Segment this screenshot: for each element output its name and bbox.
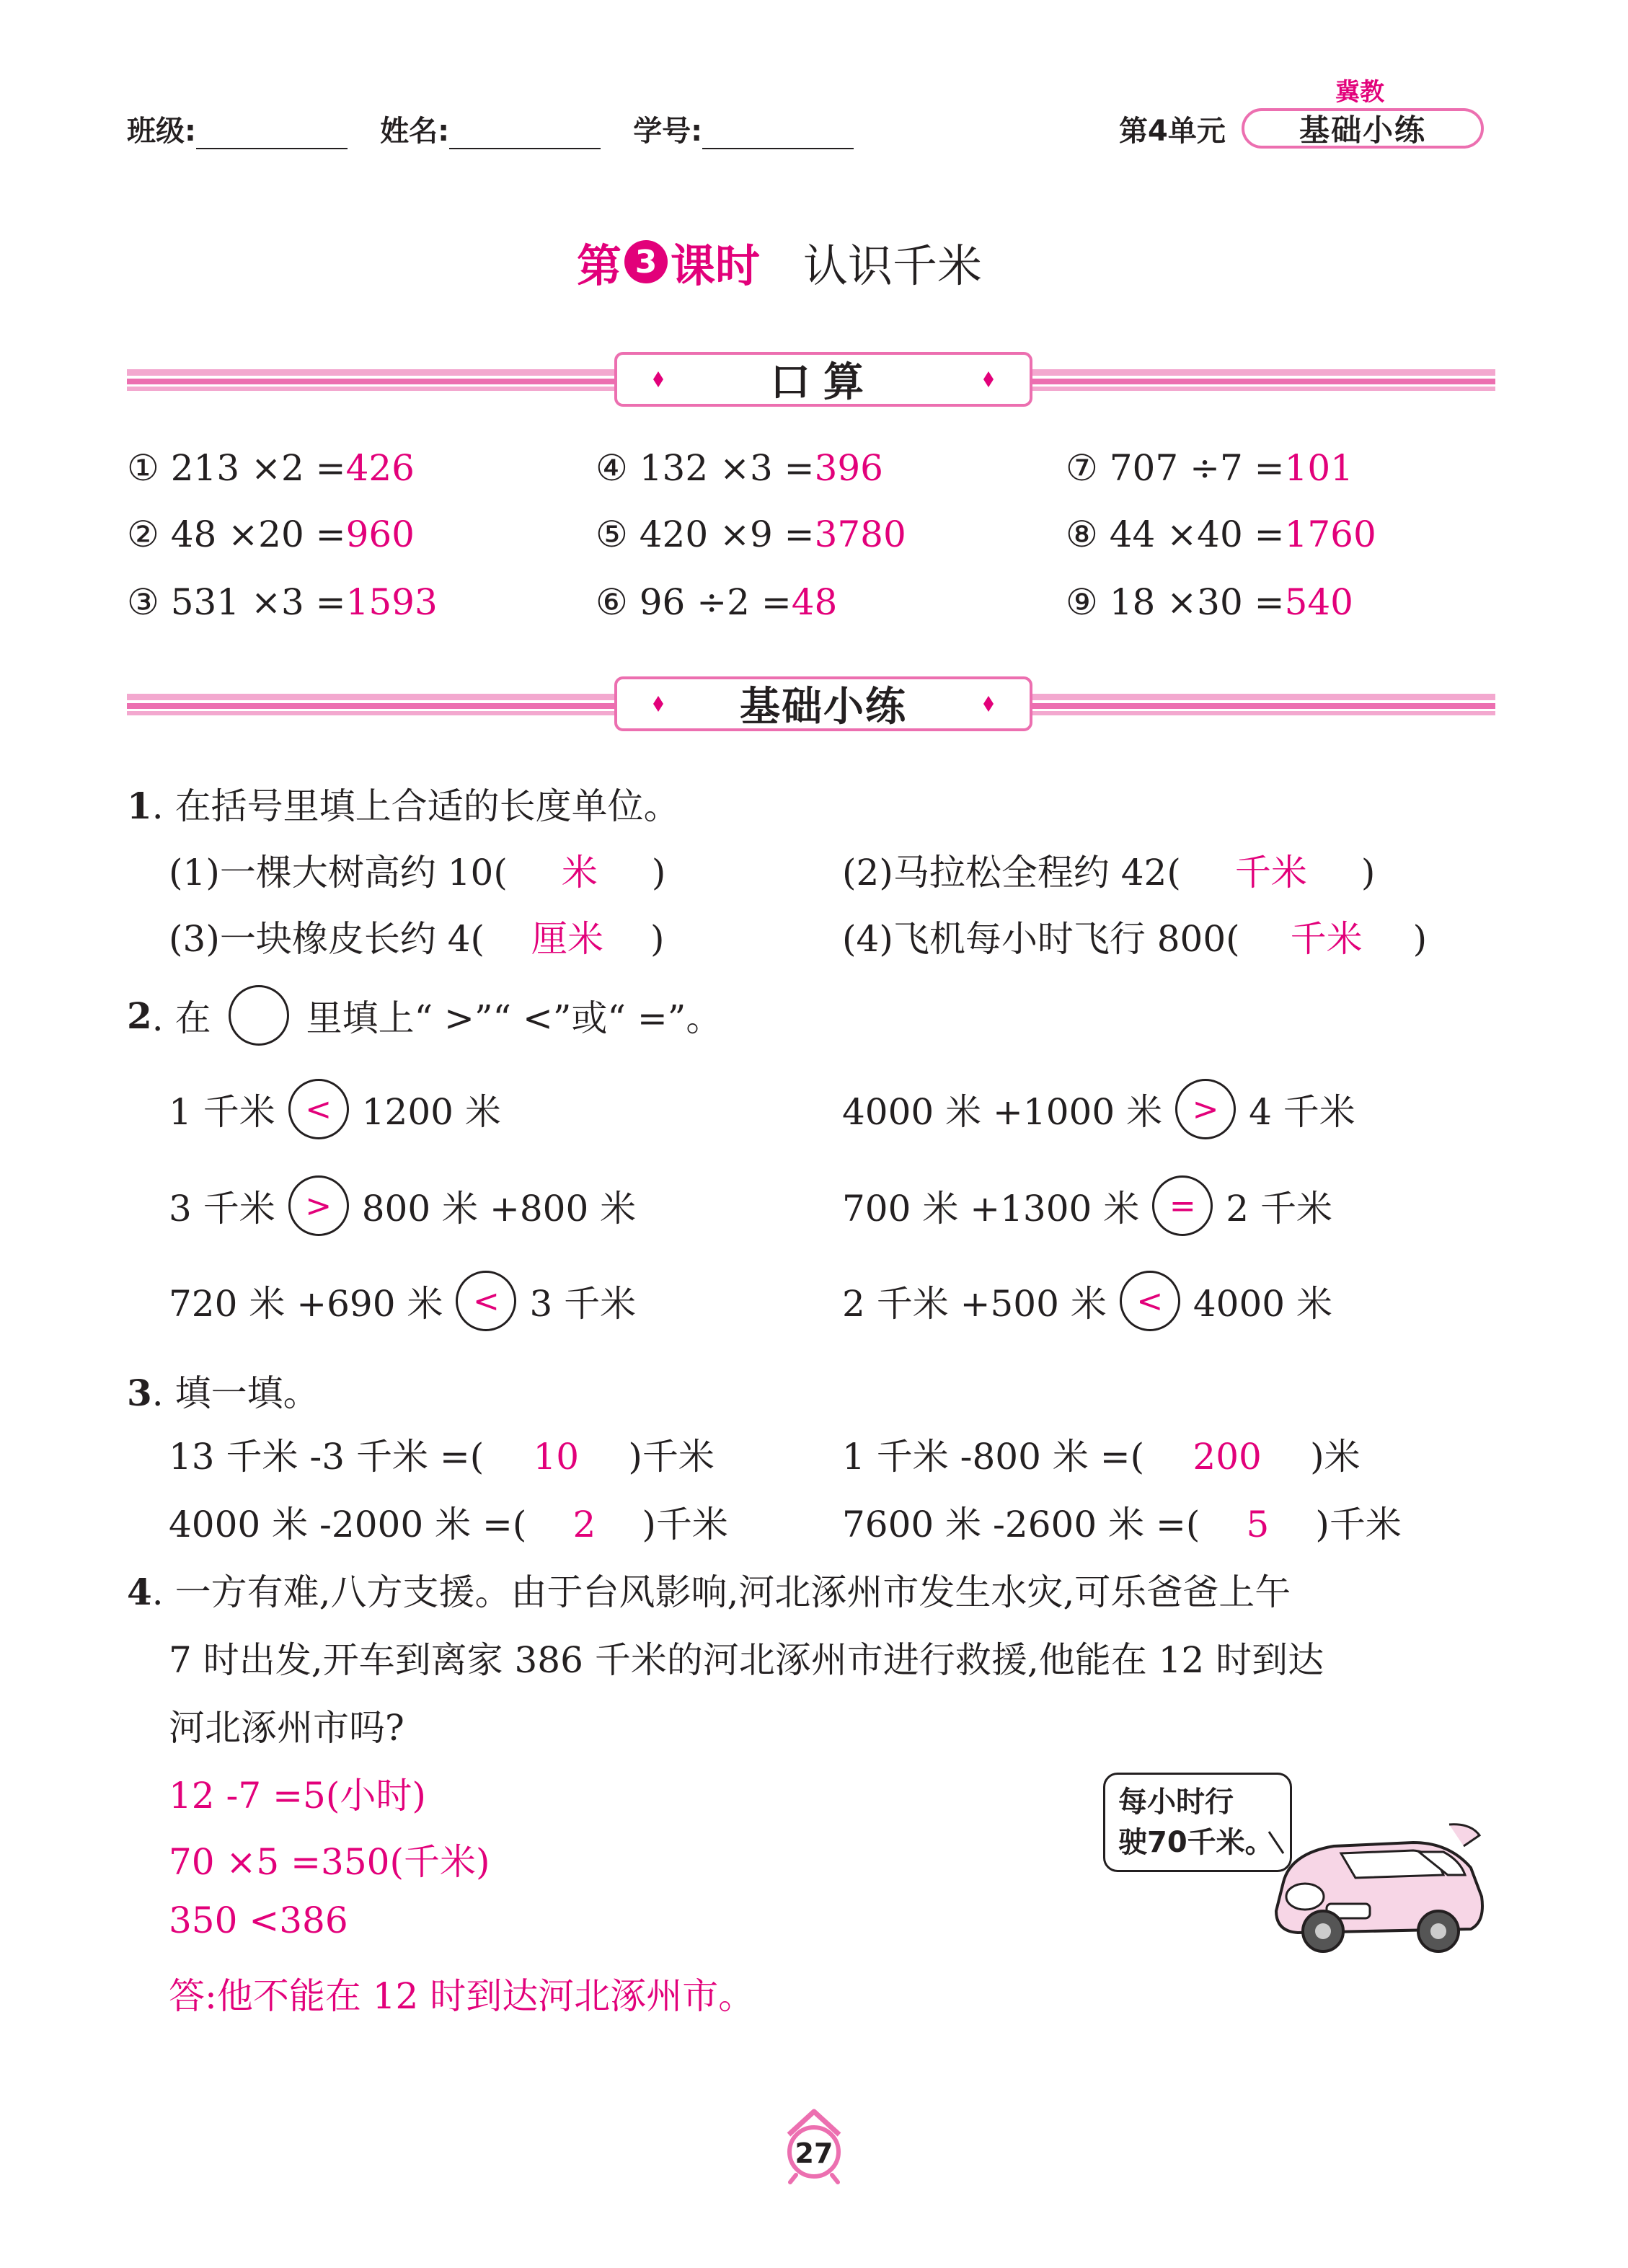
practice-header: [614, 676, 1032, 731]
q1-stem: 1. 在括号里填上合适的长度单位。: [127, 785, 680, 827]
name-label: 姓名:: [380, 115, 450, 148]
brand-badge: [1242, 72, 1494, 157]
solution-answer: 答:他不能在 12 时到达河北涿州市。: [169, 1975, 755, 2017]
q4-line: 4. 一方有难,八方支援。由于台风影响,河北涿州市发生水灾,可乐爸爸上午: [127, 1571, 1291, 1613]
unit-label: 第4单元: [1119, 115, 1226, 148]
compare-item: 4000 米 +1000 米 > 4 千米: [842, 1079, 1355, 1139]
q1-number: 1: [127, 785, 152, 827]
answer-circle: =: [1152, 1175, 1213, 1236]
q1-answer: 厘米: [531, 918, 604, 960]
diamond-icon: [653, 371, 663, 387]
solution-line: 70 ×5 =350(千米): [169, 1841, 490, 1883]
oral-item: ⑦ 707 ÷7 =101: [1066, 447, 1353, 489]
oral-item: ② 48 ×20 =960: [127, 513, 415, 555]
diamond-icon: [653, 696, 663, 712]
oral-item: ⑤ 420 ×9 =3780: [596, 513, 906, 555]
car-illustration: [1255, 1803, 1500, 1962]
answer-circle: >: [288, 1175, 349, 1236]
class-label: 班级:: [127, 115, 196, 148]
compare-item: 700 米 +1300 米 = 2 千米: [842, 1175, 1332, 1236]
lesson-name: 认识千米: [803, 239, 983, 292]
q1-answer: 千米: [1234, 852, 1307, 893]
q4-number: 4: [127, 1571, 152, 1613]
diamond-icon: [983, 371, 994, 387]
bubble-line: 每小时行: [1118, 1786, 1234, 1819]
practice-title: 基础小练: [740, 684, 907, 731]
q3-item: 4000 米 -2000 米 =( 2 )千米: [169, 1504, 728, 1545]
oral-title: 口算: [770, 359, 877, 406]
oral-item: ⑧ 44 ×40 =1760: [1066, 513, 1376, 555]
oral-item: ⑨ 18 ×30 =540: [1066, 581, 1353, 623]
page-number-badge: [774, 2106, 854, 2185]
q1-item: (3)一块橡皮长约 4( 厘米 ): [169, 910, 665, 962]
q2-stem: 2 . 在 里填上“ >”“ <”或“ =”。: [127, 985, 722, 1046]
q1-answer: 米: [561, 852, 598, 893]
page-number: 27: [795, 2137, 833, 2169]
answer-circle: <: [288, 1079, 349, 1139]
q1-answer: 千米: [1290, 918, 1363, 960]
q3-answer: 10: [533, 1436, 580, 1478]
compare-item: 720 米 +690 米 < 3 千米: [169, 1271, 636, 1331]
bubble-line: 驶70千米。: [1118, 1826, 1274, 1859]
empty-circle-icon: [229, 985, 289, 1046]
q3-answer: 200: [1193, 1436, 1262, 1478]
solution-line: 12 -7 =5(小时): [169, 1775, 426, 1817]
q4-line: 7 时出发,开车到离家 386 千米的河北涿州市进行救援,他能在 12 时到达: [169, 1639, 1324, 1681]
brand-top: 冀教: [1335, 78, 1384, 107]
oral-item: ④ 132 ×3 =396: [596, 447, 883, 489]
answer-circle: <: [1120, 1271, 1180, 1331]
lesson-title: [577, 229, 982, 294]
lesson-prefix: 第: [577, 239, 622, 292]
q3-item: 1 千米 -800 米 =( 200 )米: [842, 1436, 1361, 1478]
q3-number: 3: [127, 1372, 152, 1414]
answer-circle: >: [1175, 1079, 1236, 1139]
lesson-suffix: 课时: [671, 239, 761, 292]
solution-line: 350 <386: [169, 1899, 348, 1941]
compare-item: 3 千米 > 800 米 +800 米: [169, 1175, 636, 1236]
brand-pill: [1242, 108, 1484, 149]
q1-item: (2)马拉松全程约 42( 千米 ): [842, 844, 1375, 896]
class-field[interactable]: [196, 119, 348, 149]
q1-item: (4)飞机每小时飞行 800( 千米 ): [842, 910, 1427, 962]
number-label: 学号:: [633, 115, 703, 148]
oral-item: ① 213 ×2 =426: [127, 447, 415, 489]
answer-circle: <: [456, 1271, 516, 1331]
q4-line: 河北涿州市吗?: [169, 1707, 404, 1749]
q3-stem: 3. 填一填。: [127, 1372, 319, 1414]
lesson-number: 3: [634, 243, 658, 281]
compare-item: 2 千米 +500 米 < 4000 米: [842, 1271, 1332, 1331]
name-field[interactable]: [449, 119, 601, 149]
q3-answer: 2: [572, 1504, 596, 1545]
brand-main: 基础小练: [1299, 112, 1426, 148]
q3-item: 13 千米 -3 千米 =( 10 )千米: [169, 1436, 715, 1478]
oral-header: [614, 352, 1032, 407]
lesson-number-badge: [624, 240, 668, 283]
oral-item: ③ 531 ×3 =1593: [127, 581, 438, 623]
q2-number: 2: [127, 994, 152, 1037]
number-field[interactable]: [702, 119, 854, 149]
diamond-icon: [983, 696, 994, 712]
q3-item: 7600 米 -2600 米 =( 5 )千米: [842, 1504, 1402, 1545]
compare-item: 1 千米 < 1200 米: [169, 1079, 501, 1139]
header: [127, 108, 920, 151]
oral-item: ⑥ 96 ÷2 =48: [596, 581, 838, 623]
q3-answer: 5: [1246, 1504, 1270, 1545]
q1-item: (1)一棵大树高约 10( 米 ): [169, 844, 665, 896]
